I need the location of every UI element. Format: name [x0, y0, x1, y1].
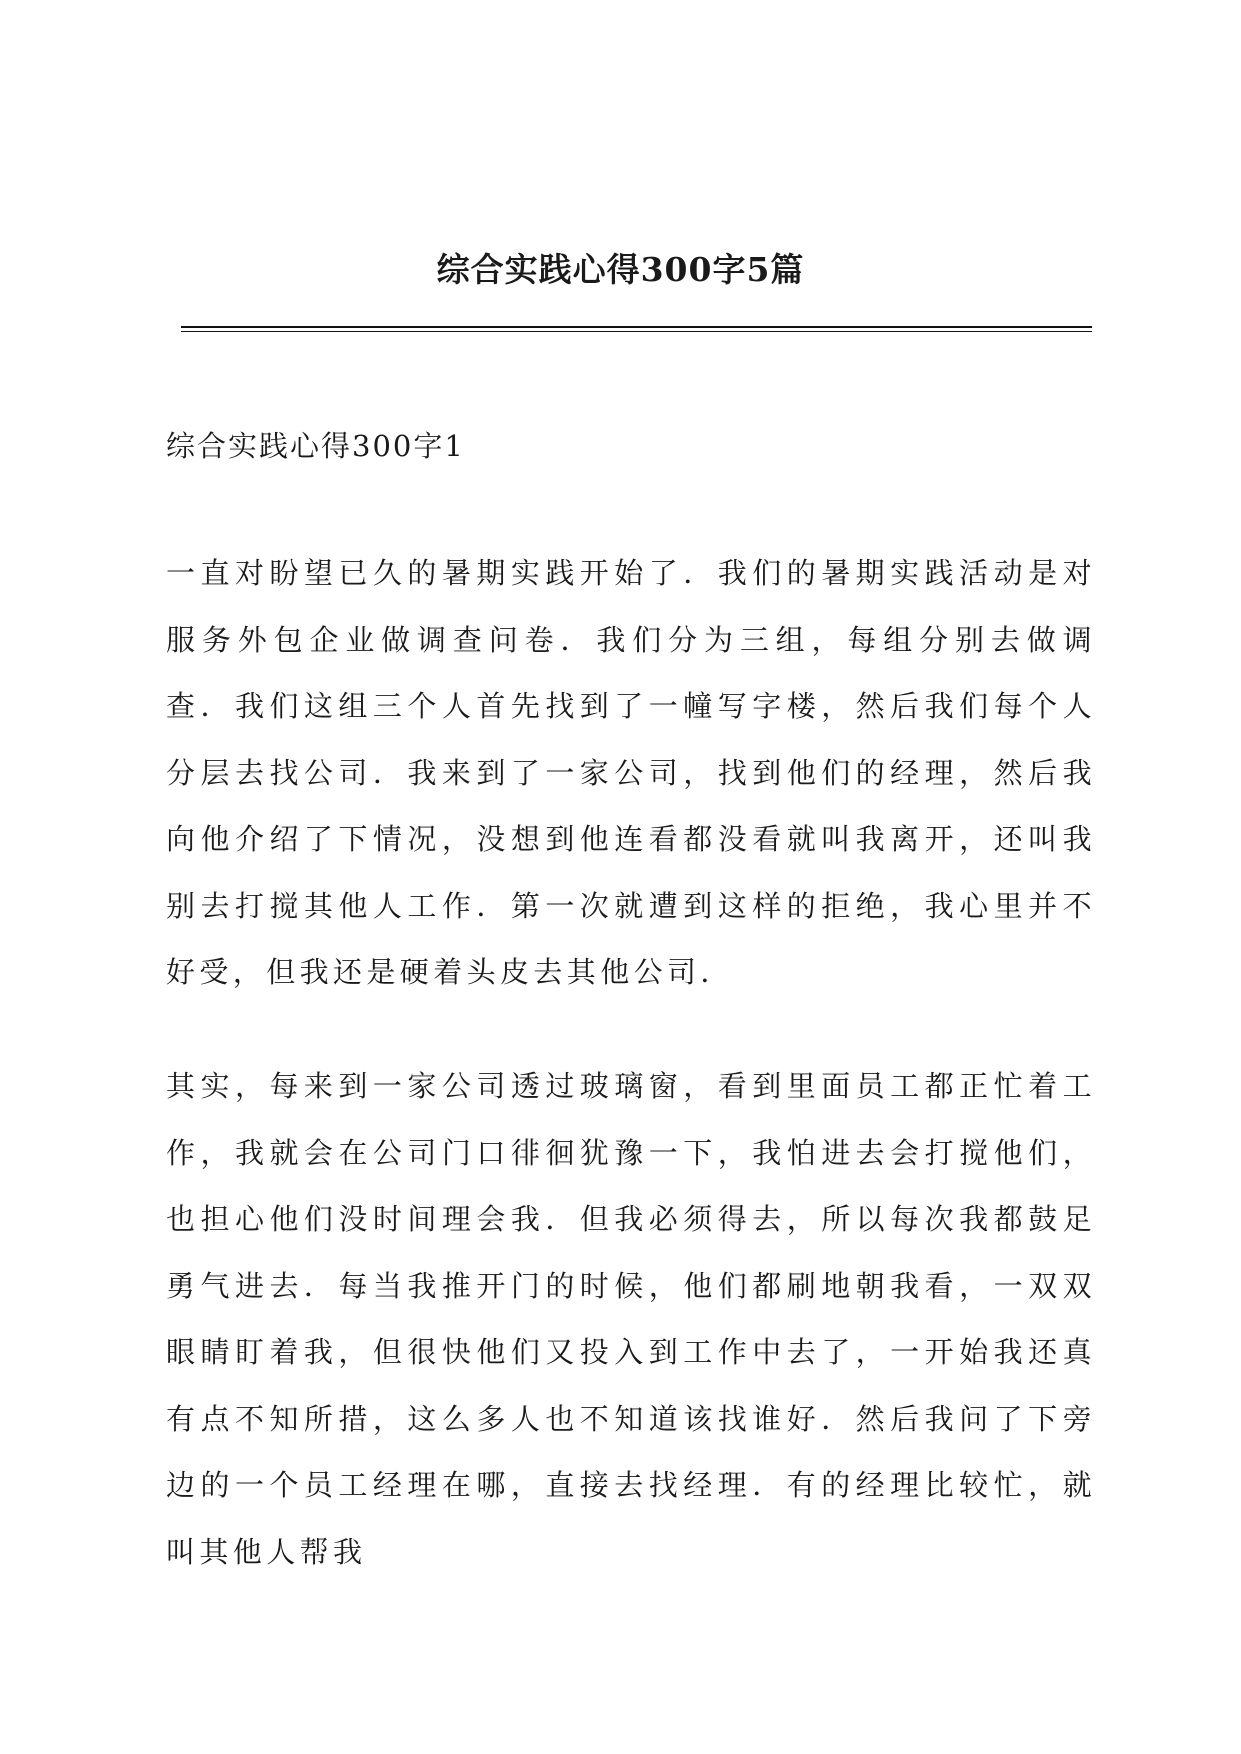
body-paragraph-1: 一直对盼望已久的暑期实践开始了．我们的暑期实践活动是对服务外包企业做调查问卷．我们分为三组，每组分别去做调查．我们这组三个人首先找到了一幢写字楼，然后我们每个人分层去找公司．我来到了一家公司，找到他们的经理，然后我向他介绍了下情况，没想到他连看都没看就叫我离开，还叫我别去打搅其他人工作．第一次就遭到这样的拒绝，我心里并不好受，但我还是硬着头皮去其他公司．	[166, 556, 1096, 989]
section-heading: 综合实践心得300字1	[166, 429, 465, 463]
document-title: 综合实践心得300字5篇	[436, 250, 805, 289]
title-divider-thick	[181, 326, 1092, 328]
title-divider-thin	[181, 331, 1092, 332]
body-paragraph-2: 其实，每来到一家公司透过玻璃窗，看到里面员工都正忙着工作，我就会在公司门口徘徊犹豫一下，我怕进去会打搅他们，也担心他们没时间理会我．但我必须得去，所以每次我都鼓足勇气进去．每当我推开门的时候，他们都刷地朝我看，一双双眼睛盯着我，但很快他们又投入到工作中去了，一开始我还真有点不知所措，这么多人也不知道该找谁好．然后我问了下旁边的一个员工经理在哪，直接去找经理．有的经理比较忙，就叫其他人帮我	[166, 1069, 1096, 1569]
